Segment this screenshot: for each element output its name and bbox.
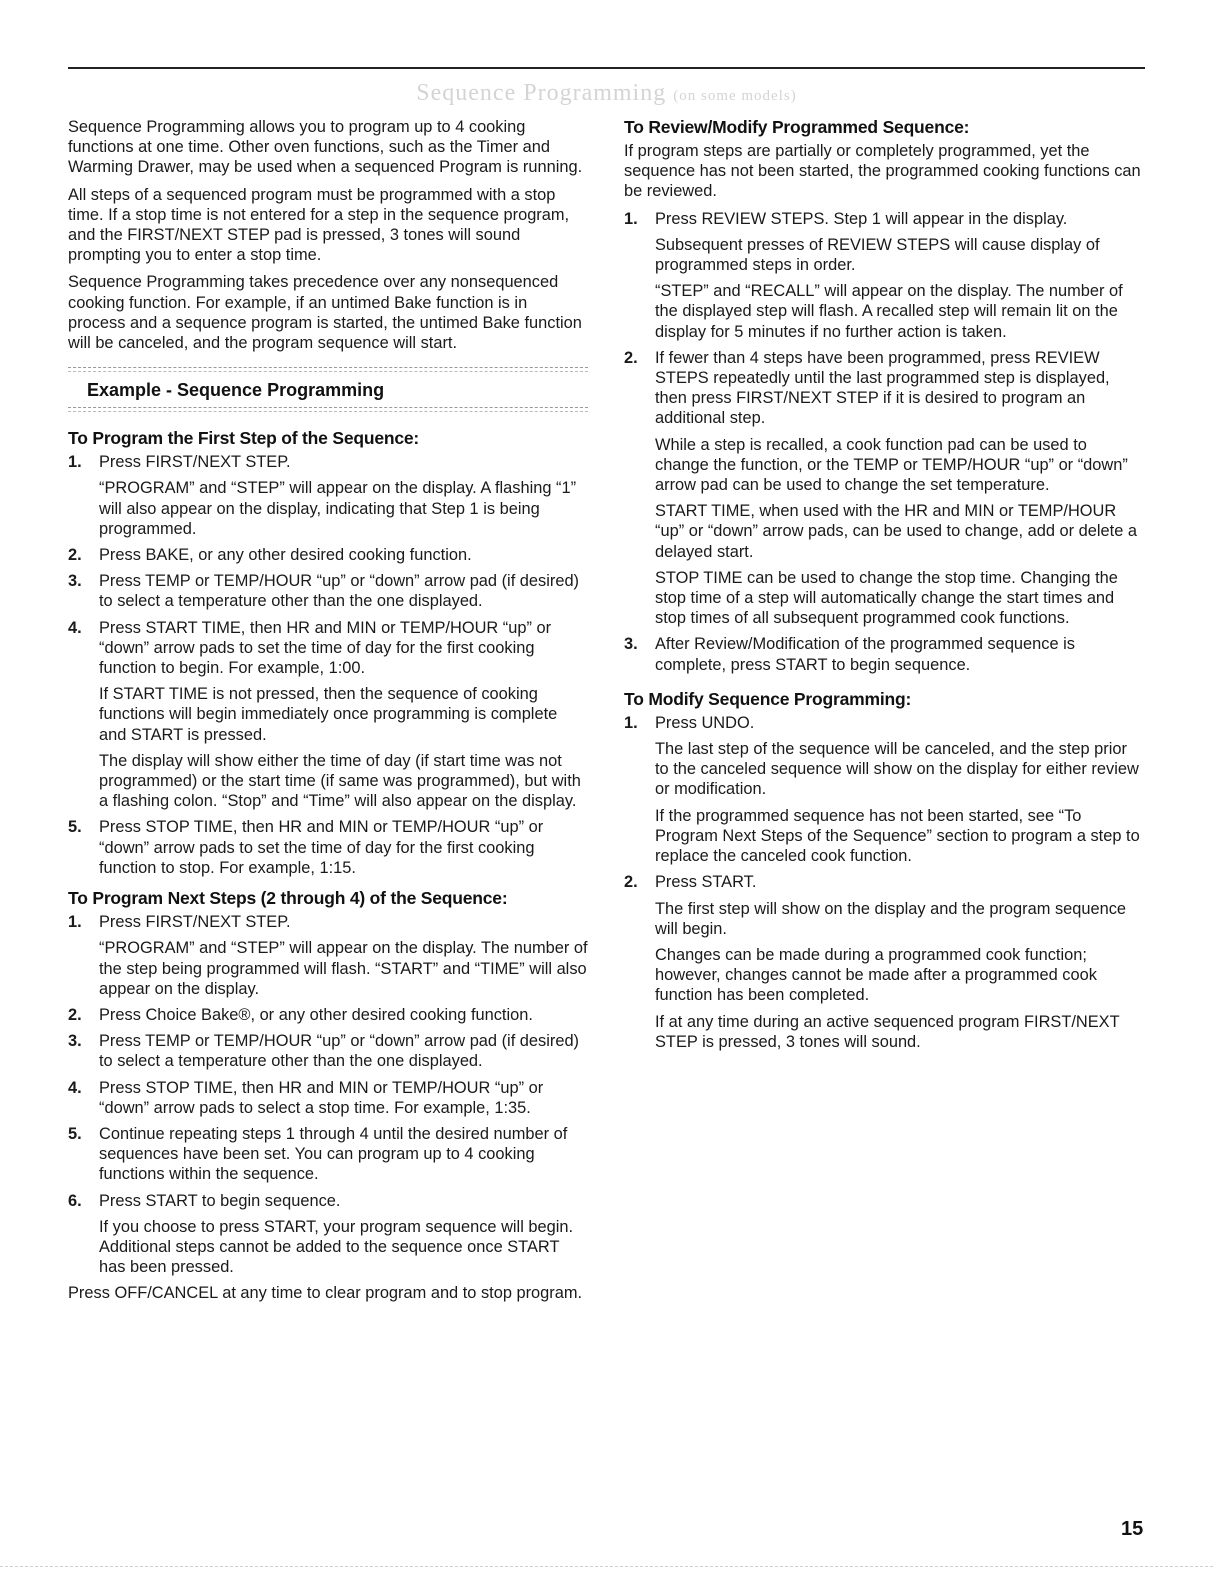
step-text: Press FIRST/NEXT STEP.: [99, 913, 291, 932]
step-number: 5.: [68, 1124, 82, 1143]
list-item: [624, 348, 1144, 629]
step-number: 1.: [68, 453, 82, 472]
left-column: [68, 117, 588, 1311]
step-text: While a step is recalled, a cook function pad can be used to change the function, or the TEMP or TEMP/HOUR “up” or “down” arrow pad can be used to change the set temperature.: [655, 435, 1128, 495]
step-number: 4.: [68, 618, 82, 637]
step-number: 5.: [68, 818, 82, 837]
right-column: [624, 117, 1144, 1058]
list-item: [68, 545, 588, 565]
step-number: 2.: [68, 546, 82, 565]
list-item: [624, 634, 1144, 674]
list-item: [624, 872, 1144, 1052]
step-text: The last step of the sequence will be canceled, and the step prior to the canceled sequence will show on the display for either review or modification.: [655, 740, 1139, 799]
step-number: 3.: [624, 635, 638, 654]
page-title-sub: (on some models): [673, 88, 797, 104]
section-heading-first-step: To Program the First Step of the Sequence:: [68, 428, 420, 449]
step-text: Press STOP TIME, then HR and MIN or TEMP/HOUR “up” or “down” arrow pads to set the time of day for the first cooking function to stop. For example, 1:15.: [99, 818, 544, 877]
page-title-main: Sequence Programming: [416, 80, 667, 106]
step-text: “STEP” and “RECALL” will appear on the display. The number of the displayed step will flash. A recalled step will remain lit on the display for 5 minutes if no further action is taken.: [655, 282, 1123, 341]
list-item: [68, 1191, 588, 1278]
step-text: Press REVIEW STEPS. Step 1 will appear in the display.: [655, 209, 1068, 228]
section-heading-review: To Review/Modify Programmed Sequence:: [624, 117, 970, 137]
step-text: After Review/Modification of the programmed sequence is complete, press START to begin sequence.: [655, 635, 1075, 674]
step-number: 4.: [68, 1078, 82, 1097]
list-item: [68, 452, 588, 539]
step-text: If START TIME is not pressed, then the sequence of cooking functions will begin immediately once programming is complete and START is pressed.: [99, 685, 558, 744]
step-text: Subsequent presses of REVIEW STEPS will cause display of programmed steps in order.: [655, 235, 1100, 275]
list-item: [68, 1078, 588, 1118]
intro-paragraph: Sequence Programming allows you to program up to 4 cooking functions at one time. Other oven functions, such as the Timer and Warming Drawer, may be used when a sequenced Program is running.: [68, 118, 583, 177]
step-text: Continue repeating steps 1 through 4 until the desired number of sequences have been set. You can program up to 4 cooking functions within the sequence.: [99, 1124, 568, 1184]
review-intro: If program steps are partially or completely programmed, yet the sequence has not been started, the programmed cooking functions can be reviewed.: [624, 142, 1141, 201]
step-text: STOP TIME can be used to change the stop time. Changing the stop time of a step will automatically change the start times and stop times of all subsequent programmed cook functions.: [655, 568, 1118, 628]
step-text: “PROGRAM” and “STEP” will appear on the display. The number of the step being programmed will flash. “START” and “TIME” will also appear on the display.: [99, 939, 588, 998]
intro-paragraph: All steps of a sequenced program must be programmed with a stop time. If a stop time is not entered for a step in the sequence program, and the FIRST/NEXT STEP pad is pressed, 3 tones will sound prompting you to enter a stop time.: [68, 185, 570, 265]
example-title: Example - Sequence Programming: [87, 380, 385, 401]
step-number: 3.: [68, 572, 82, 591]
list-item: [68, 618, 588, 812]
dotted-divider: [68, 407, 588, 412]
step-number: 1.: [624, 713, 638, 732]
step-text: Press STOP TIME, then HR and MIN or TEMP/HOUR “up” or “down” arrow pads to select a stop time. For example, 1:35.: [99, 1078, 544, 1117]
step-text: Press TEMP or TEMP/HOUR “up” or “down” arrow pad (if desired) to select a temperature other than the one displayed.: [99, 572, 580, 611]
example-box: [68, 367, 588, 412]
step-number: 2.: [624, 873, 638, 892]
list-item: [68, 817, 588, 878]
step-text: START TIME, when used with the HR and MIN or TEMP/HOUR “up” or “down” arrow pads, can be used to change, add or delete a delayed start.: [655, 502, 1137, 561]
step-text: Press UNDO.: [655, 713, 755, 732]
outro-paragraph: Press OFF/CANCEL at any time to clear program and to stop program.: [68, 1284, 583, 1303]
step-text: Press START TIME, then HR and MIN or TEMP/HOUR “up” or “down” arrow pads to set the time of day for the first cooking function to begin. For example, 1:00.: [99, 618, 552, 678]
step-text: The display will show either the time of day (if start time was not programmed) or the start time (if same was programmed), but with a flashing colon. “Stop” and “Time” will also appear on the display.: [99, 751, 581, 811]
scan-edge: [0, 1566, 1213, 1567]
page-number: 15: [1121, 1518, 1144, 1540]
step-text: If you choose to press START, your program sequence will begin. Additional steps cannot be added to the sequence once START has been pressed.: [99, 1217, 574, 1277]
step-number: 1.: [624, 209, 638, 228]
section-heading-modify: To Modify Sequence Programming:: [624, 688, 912, 709]
header-rule: [68, 67, 1145, 69]
list-item: [68, 1124, 588, 1185]
step-text: Press START to begin sequence.: [99, 1191, 341, 1210]
step-number: 6.: [68, 1191, 82, 1210]
step-number: 2.: [624, 348, 638, 367]
step-text: Press Choice Bake®, or any other desired cooking function.: [99, 1005, 533, 1024]
section-heading-next-steps: To Program Next Steps (2 through 4) of the Sequence:: [68, 888, 508, 909]
step-text: The first step will show on the display and the program sequence will begin.: [655, 899, 1127, 938]
list-item: [624, 713, 1144, 866]
step-number: 2.: [68, 1005, 82, 1024]
step-text: Press FIRST/NEXT STEP.: [99, 453, 291, 472]
step-text: If fewer than 4 steps have been programmed, press REVIEW STEPS repeatedly until the last programmed step is displayed, then press FIRST/NEXT STEP if it is desired to program an additional step.: [655, 348, 1110, 428]
step-text: If at any time during an active sequenced program FIRST/NEXT STEP is pressed, 3 tones will sound.: [655, 1012, 1120, 1051]
list-item: [624, 209, 1144, 342]
list-item: [68, 1005, 588, 1025]
step-text: Press START.: [655, 873, 757, 892]
list-item: [68, 571, 588, 611]
step-text: Changes can be made during a programmed cook function; however, changes cannot be made after a programmed cook function has been completed.: [655, 945, 1097, 1005]
list-item: [68, 912, 588, 999]
step-number: 1.: [68, 913, 82, 932]
list-item: [68, 1031, 588, 1071]
step-text: Press BAKE, or any other desired cooking function.: [99, 546, 472, 565]
intro-paragraph: Sequence Programming takes precedence over any nonsequenced cooking function. For example, if an untimed Bake function is in process and a sequence program is started, the untimed Bake function will be canceled, and the program sequence will start.: [68, 273, 582, 353]
page-title: [0, 80, 1213, 107]
step-text: If the programmed sequence has not been started, see “To Program Next Steps of the Sequence” section to program a step to replace the canceled cook function.: [655, 806, 1140, 866]
step-text: Press TEMP or TEMP/HOUR “up” or “down” arrow pad (if desired) to select a temperature other than the one displayed.: [99, 1032, 580, 1071]
step-text: “PROGRAM” and “STEP” will appear on the display. A flashing “1” will also appear on the display, indicating that Step 1 is being programmed.: [99, 479, 577, 538]
step-number: 3.: [68, 1032, 82, 1051]
